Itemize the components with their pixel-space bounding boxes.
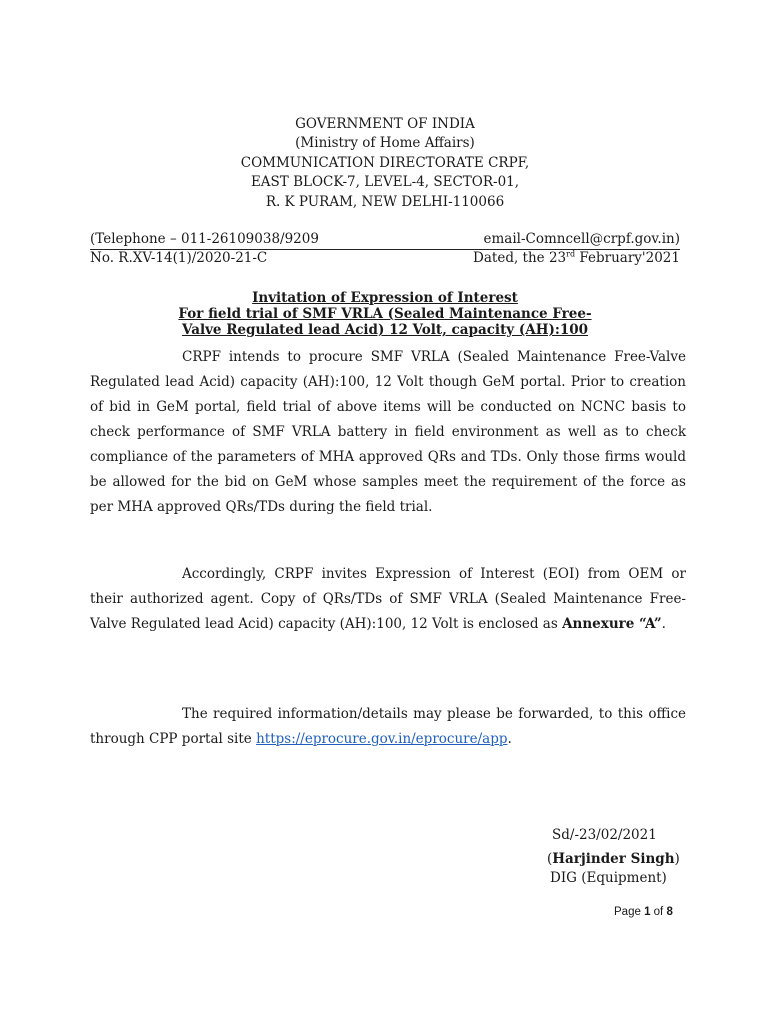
- telephone-text: (Telephone – 011-26109038/9209: [90, 231, 319, 247]
- body-paragraph-2: [90, 562, 686, 637]
- signatory-name: [547, 850, 680, 869]
- paragraph-2-end: .: [661, 616, 666, 632]
- name-paren-close: ): [674, 851, 680, 867]
- paragraph-3-end: .: [507, 731, 512, 747]
- cpp-portal-link[interactable]: https://eprocure.gov.in/eprocure/app: [256, 731, 508, 747]
- body-paragraph-3: [90, 702, 686, 752]
- body-paragraph-1: CRPF intends to procure SMF VRLA (Sealed Maintenance Free-Valve Regulated lead Acid) capacity (AH):100, 12 Volt though GeM portal. Prior to creation of bid in GeM portal, field trial of above items will be conducted on NCNC basis to check performance of SMF VRLA battery in field environment as well as to check compliance of the parameters of MHA approved QRs and TDs. Only those firms would be allowed for the bid on GeM whose samples meet the requirement of the force as per MHA approved QRs/TDs during the field trial.: [90, 349, 686, 515]
- signatory-designation: DIG (Equipment): [550, 870, 667, 886]
- letterhead-line-1: GOVERNMENT OF INDIA: [295, 116, 475, 132]
- letterhead-line-5: R. K PURAM, NEW DELHI-110066: [265, 193, 505, 210]
- title-line-3: Valve Regulated lead Acid) 12 Volt, capacity (AH):100: [181, 322, 589, 338]
- letterhead-line-3: COMMUNICATION DIRECTORATE CRPF,: [240, 154, 530, 171]
- annexure-reference: Annexure “A”: [562, 616, 662, 632]
- title-line-1: Invitation of Expression of Interest: [252, 290, 518, 306]
- letterhead-line-4: EAST BLOCK-7, LEVEL-4, SECTOR-01,: [250, 174, 520, 191]
- page-label: Page: [614, 906, 645, 918]
- signature-date: Sd/-23/02/2021: [552, 827, 657, 843]
- page-current: 1: [644, 906, 651, 918]
- contact-row: [90, 230, 680, 250]
- signatory-name-text: Harjinder Singh: [552, 851, 675, 867]
- email-text: email-Comncell@crpf.gov.in): [483, 231, 680, 247]
- letterhead-line-2: (Ministry of Home Affairs): [295, 135, 475, 152]
- name-paren-open: (: [547, 851, 553, 867]
- page-of: of: [650, 906, 667, 918]
- page-number: [614, 906, 673, 918]
- reference-row: [90, 249, 680, 267]
- title-line-2: For field trial of SMF VRLA (Sealed Maintenance Free-: [178, 306, 592, 322]
- document-title: [90, 290, 680, 338]
- date-superscript: rd: [566, 249, 576, 259]
- letterhead: [0, 115, 770, 212]
- letter-date: [473, 249, 680, 267]
- date-suffix: February'2021: [575, 250, 680, 266]
- reference-number: No. R.XV-14(1)/2020-21-C: [90, 250, 268, 266]
- paragraph-2-text: Accordingly, CRPF invites Expression of Interest (EOI) from OEM or their authorized agent. Copy of QRs/TDs of SMF VRLA (Sealed Maintenance Free-Valve Regulated lead Acid) capacity (AH):100, 12 Volt is enclosed as: [90, 566, 686, 632]
- date-prefix: Dated, the 23: [473, 250, 567, 266]
- page-total: 8: [666, 906, 673, 918]
- paragraph-3-text: The required information/details may please be forwarded, to this office through CPP portal site: [90, 706, 686, 747]
